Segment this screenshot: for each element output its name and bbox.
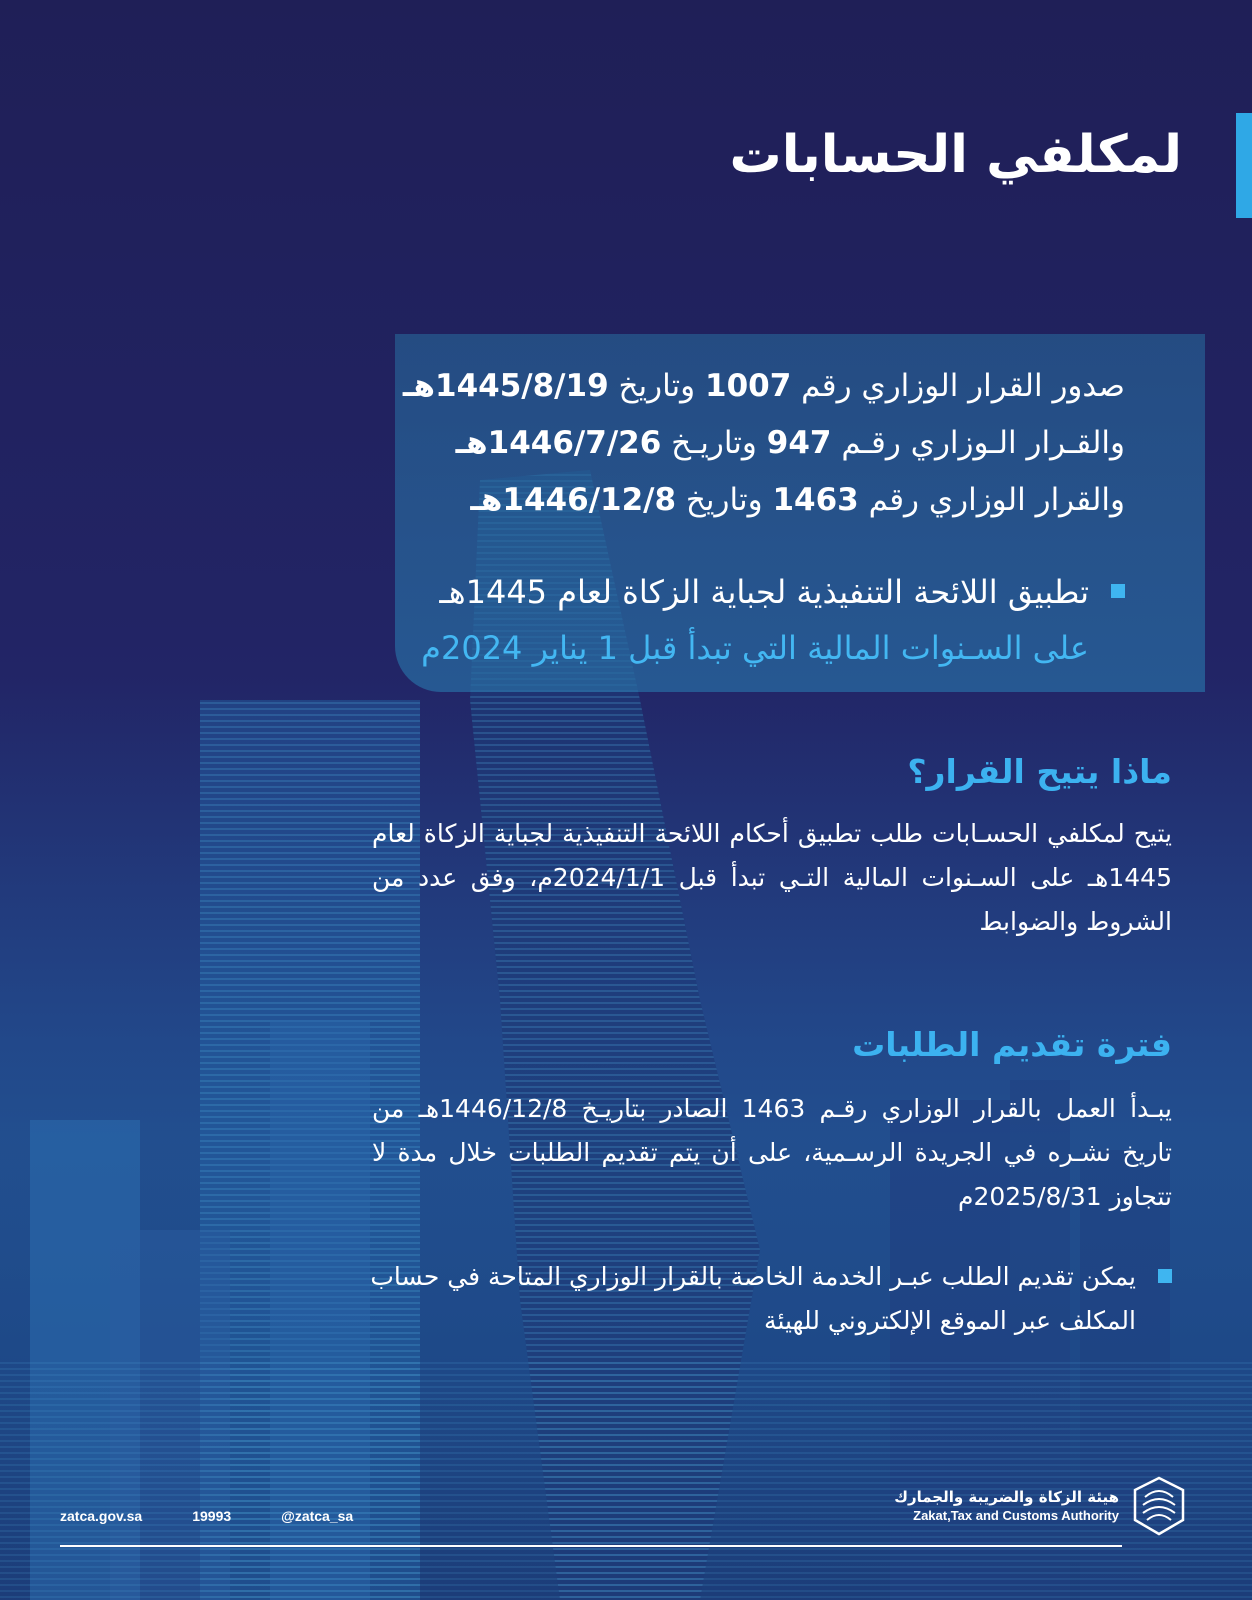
decision-line-middle: وتاريخ (618, 368, 696, 404)
period-bullet-row (352, 1255, 1172, 1343)
decision-line-middle: وتاريـخ (671, 425, 757, 461)
period-bullet-text: يمكن تقديم الطلب عبـر الخدمة الخاصة بالقرار الوزاري المتاحة في حساب المكلف عبر الموقع الإلكتروني للهيئة (370, 1262, 1136, 1335)
page-title: لمكلفي الحسابات (729, 125, 1182, 185)
decision-number: 1463 (772, 482, 859, 518)
highlight-main-text: تطبيق اللائحة التنفيذية لجباية الزكاة لعام 1445هـ (439, 573, 1089, 611)
zatca-logo-icon (1131, 1475, 1187, 1537)
decision-line-prefix: والقـرار الـوزاري رقـم (841, 425, 1125, 461)
org-name-english: Zakat,Tax and Customs Authority (913, 1508, 1119, 1523)
highlight-sub-text: على السـنوات المالية التي تبدأ قبل 1 يناير 2024م (421, 629, 1089, 667)
decision-date: 1446/7/26هـ (455, 425, 662, 461)
footer-contacts (60, 1508, 353, 1524)
period-heading: فترة تقديم الطلبات (852, 1025, 1172, 1064)
decision-date: 1446/12/8هـ (470, 482, 677, 518)
footer-divider (60, 1545, 1122, 1547)
title-accent-bar (1236, 113, 1252, 218)
org-branding (894, 1475, 1187, 1537)
decision-date: 1445/8/19هـ (402, 368, 609, 404)
decision-line (403, 472, 1125, 529)
period-bullet (352, 1255, 1172, 1343)
square-bullet-icon (1158, 1269, 1172, 1283)
highlight-block (365, 564, 1125, 676)
social-handle[interactable]: @zatca_sa (281, 1508, 354, 1524)
period-body: يبـدأ العمل بالقرار الوزاري رقـم 1463 الصادر بتاريـخ 1446/12/8هـ من تاريخ نشـره في الجريدة الرسـمية، على أن يتم تقديم الطلبات خلال مدة لا تتجاوز 2025/8/31م (372, 1094, 1172, 1211)
phone-number: 19993 (192, 1508, 232, 1524)
decision-line-middle: وتاريخ (685, 482, 763, 518)
decision-number: 1007 (705, 368, 792, 404)
decision-line (403, 415, 1125, 472)
highlight-bullet-row (365, 564, 1125, 676)
org-name-arabic: هيئة الزكاة والضريبة والجمارك (894, 1488, 1119, 1506)
decision-line-prefix: والقرار الوزاري رقم (868, 482, 1125, 518)
decision-panel (395, 334, 1205, 692)
decision-line (403, 358, 1125, 415)
decision-line-prefix: صدور القرار الوزاري رقم (801, 368, 1125, 404)
what-heading: ماذا يتيح القرار؟ (907, 752, 1172, 791)
square-bullet-icon (1111, 584, 1125, 598)
org-names (894, 1487, 1119, 1525)
website-link[interactable]: zatca.gov.sa (60, 1508, 143, 1524)
what-body: يتيح لمكلفي الحسـابات طلب تطبيق أحكام اللائحة التنفيذية لجباية الزكاة لعام 1445هـ على السـنوات المالية التـي تبدأ قبل 2024/1/1م، وفق عدد من الشروط والضوابط (372, 819, 1172, 936)
decision-lines (403, 358, 1125, 529)
decision-number: 947 (766, 425, 832, 461)
